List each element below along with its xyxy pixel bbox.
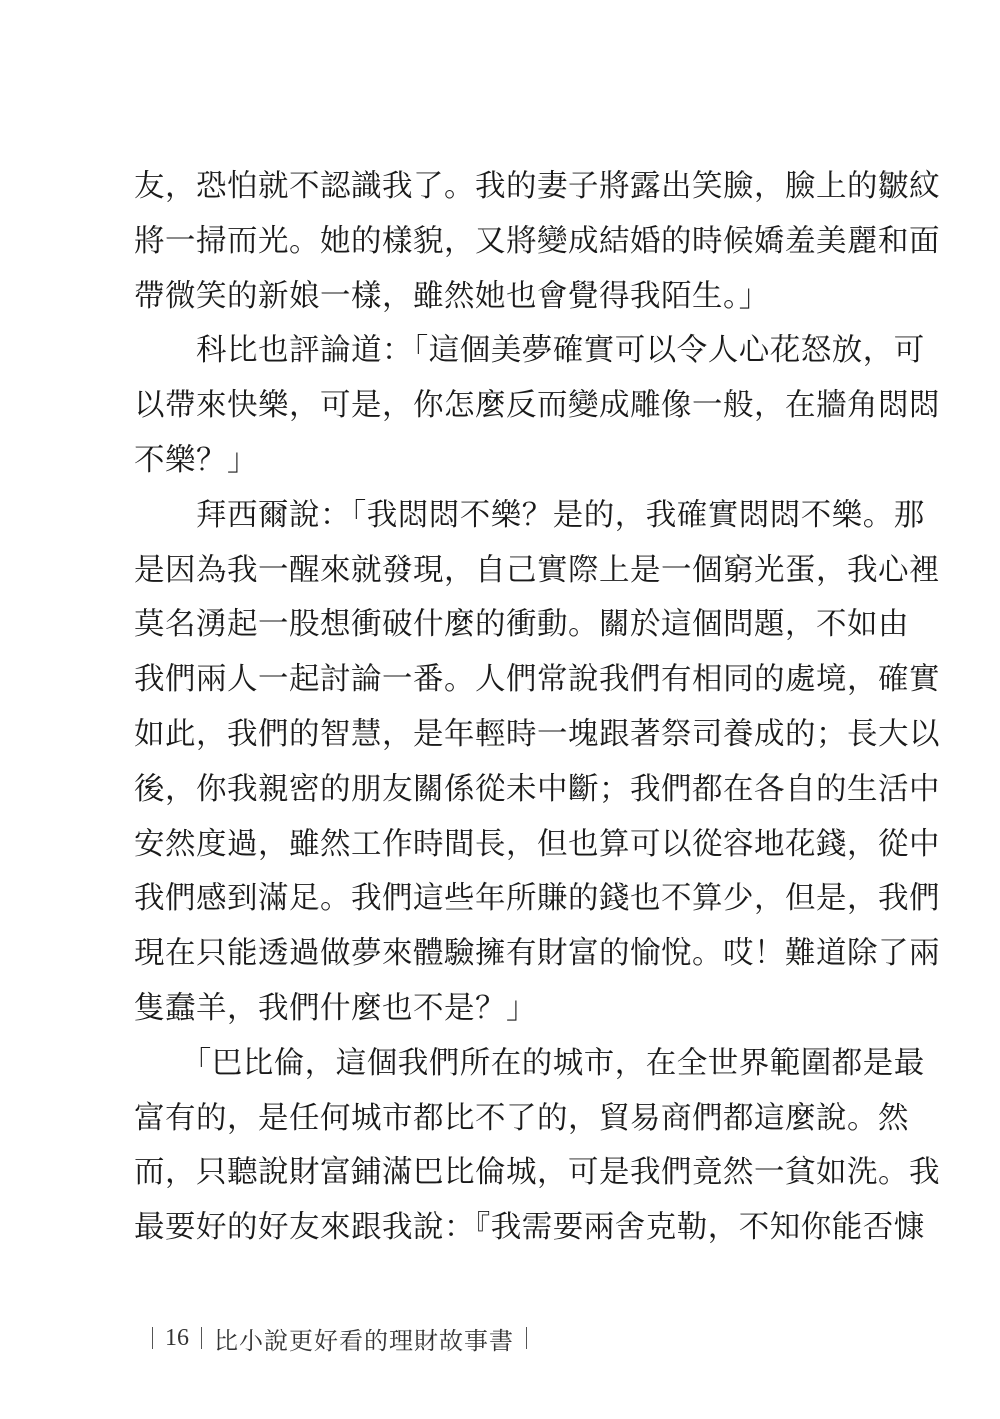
text-line: 現在只能透過做夢來體驗擁有財富的愉悅。哎！難道除了兩 xyxy=(134,936,940,972)
page-number: 16 xyxy=(165,1324,189,1351)
text-line: 不樂？」 xyxy=(134,442,258,478)
text-line: 拜西爾說：「我悶悶不樂？是的，我確實悶悶不樂。那 xyxy=(134,497,925,533)
text-line: 莫名湧起一股想衝破什麼的衝動。關於這個問題，不如由 xyxy=(134,607,909,643)
text-line: 後，你我親密的朋友關係從未中斷；我們都在各自的生活中 xyxy=(134,771,940,807)
text-line: 以帶來快樂，可是，你怎麼反而變成雕像一般，在牆角悶悶 xyxy=(134,388,940,424)
text-line: 帶微笑的新娘一樣，雖然她也會覺得我陌生。」 xyxy=(134,278,770,314)
text-line: 將一掃而光。她的樣貌，又將變成結婚的時候嬌羞美麗和面 xyxy=(134,223,940,259)
text-line: 如此，我們的智慧，是年輕時一塊跟著祭司養成的；長大以 xyxy=(134,716,940,752)
book-title: 比小說更好看的理財故事書 xyxy=(214,1326,514,1355)
text-line: 最要好的好友來跟我說：『我需要兩舍克勒，不知你能否慷 xyxy=(134,1210,925,1246)
text-line: 而，只聽說財富鋪滿巴比倫城，可是我們竟然一貧如洗。我 xyxy=(134,1155,940,1191)
footer-divider xyxy=(152,1327,153,1349)
page-footer xyxy=(140,1322,539,1354)
text-line: 科比也評論道：「這個美夢確實可以令人心花怒放，可 xyxy=(134,333,925,369)
text-line: 我們兩人一起討論一番。人們常說我們有相同的處境，確實 xyxy=(134,662,940,698)
text-line: 富有的，是任何城市都比不了的，貿易商們都這麼說。然 xyxy=(134,1100,909,1136)
text-line: 隻蠢羊，我們什麼也不是？」 xyxy=(134,990,537,1026)
footer-divider xyxy=(201,1327,202,1349)
footer-divider xyxy=(526,1327,527,1349)
text-line: 友，恐怕就不認識我了。我的妻子將露出笑臉，臉上的皺紋 xyxy=(134,169,940,204)
text-line: 是因為我一醒來就發現，自己實際上是一個窮光蛋，我心裡 xyxy=(134,552,940,588)
text-line: 「巴比倫，這個我們所在的城市，在全世界範圍都是最 xyxy=(134,1045,925,1081)
text-line: 安然度過，雖然工作時間長，但也算可以從容地花錢，從中 xyxy=(134,826,940,862)
text-line: 我們感到滿足。我們這些年所賺的錢也不算少，但是，我們 xyxy=(134,881,940,917)
body-text xyxy=(134,160,940,1256)
